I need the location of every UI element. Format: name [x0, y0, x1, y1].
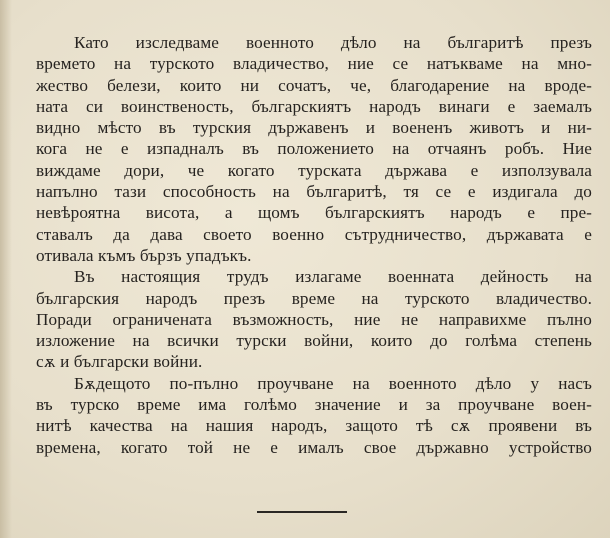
paragraph-1-line-3: жество белези, които ни сочатъ, че, благодарение на вроде-	[36, 75, 592, 95]
paragraph-2-line-5: сѫ и български войни.	[36, 352, 203, 372]
paragraph-1-line-9: невѣроятна висота, а щомъ българскиятъ народъ е пре-	[36, 203, 592, 223]
paragraph-1-line-1: Като изследваме военното дѣло на българитѣ презъ	[74, 33, 592, 52]
paragraph-1-line-2: времето на турското владичество, ние се натъкваме на мно-	[36, 54, 592, 74]
paragraph-1-line-7: виждаме дори, че когато турската държава е използувала	[36, 160, 592, 180]
paragraph-1-line-5: видно мѣсто въ турския държавенъ и воененъ животъ и ни-	[36, 118, 592, 138]
paragraph-3-line-1: Бѫдещото по-пълно проучване на военното дѣло у насъ	[74, 373, 592, 393]
paragraph-2-line-3: Поради ограничената възможность, ние не направихме пълно	[36, 309, 592, 329]
paragraph-1-line-10: ставалъ да дава своето военно сътрудничество, държавата е	[36, 224, 592, 244]
body-text	[36, 32, 592, 458]
page-spine-shadow	[0, 0, 12, 538]
paragraph-1-line-11: отивала къмъ бързъ упадъкъ.	[36, 245, 252, 265]
paragraph-2-line-4: изложение на всички турски войни, които до голѣма степень	[36, 331, 592, 351]
paragraph-3-line-2: въ турско време има голѣмо значение и за проучване воен-	[36, 395, 592, 415]
paragraph-3-line-4: времена, когато той не е ималъ свое държавно устройство	[36, 437, 592, 457]
paragraph-1-line-6: кога не е изпадналъ въ положението на отчаянъ робъ. Ние	[36, 139, 592, 159]
section-end-rule	[257, 511, 347, 513]
paragraph-1-line-8: напълно тази способность на българитѣ, тя се е издигала до	[36, 182, 592, 202]
paragraph-2-line-1: Въ настоящия трудъ излагаме военната дейность на	[74, 267, 592, 287]
paragraph-3-line-3: нитѣ качества на нашия народъ, защото тѣ сѫ проявени въ	[36, 416, 592, 436]
paragraph-1-line-4: ната си воинственость, българскиятъ народъ винаги е заемалъ	[36, 96, 592, 116]
paragraph-2-line-2: българския народъ презъ време на турското владичество.	[36, 288, 592, 308]
